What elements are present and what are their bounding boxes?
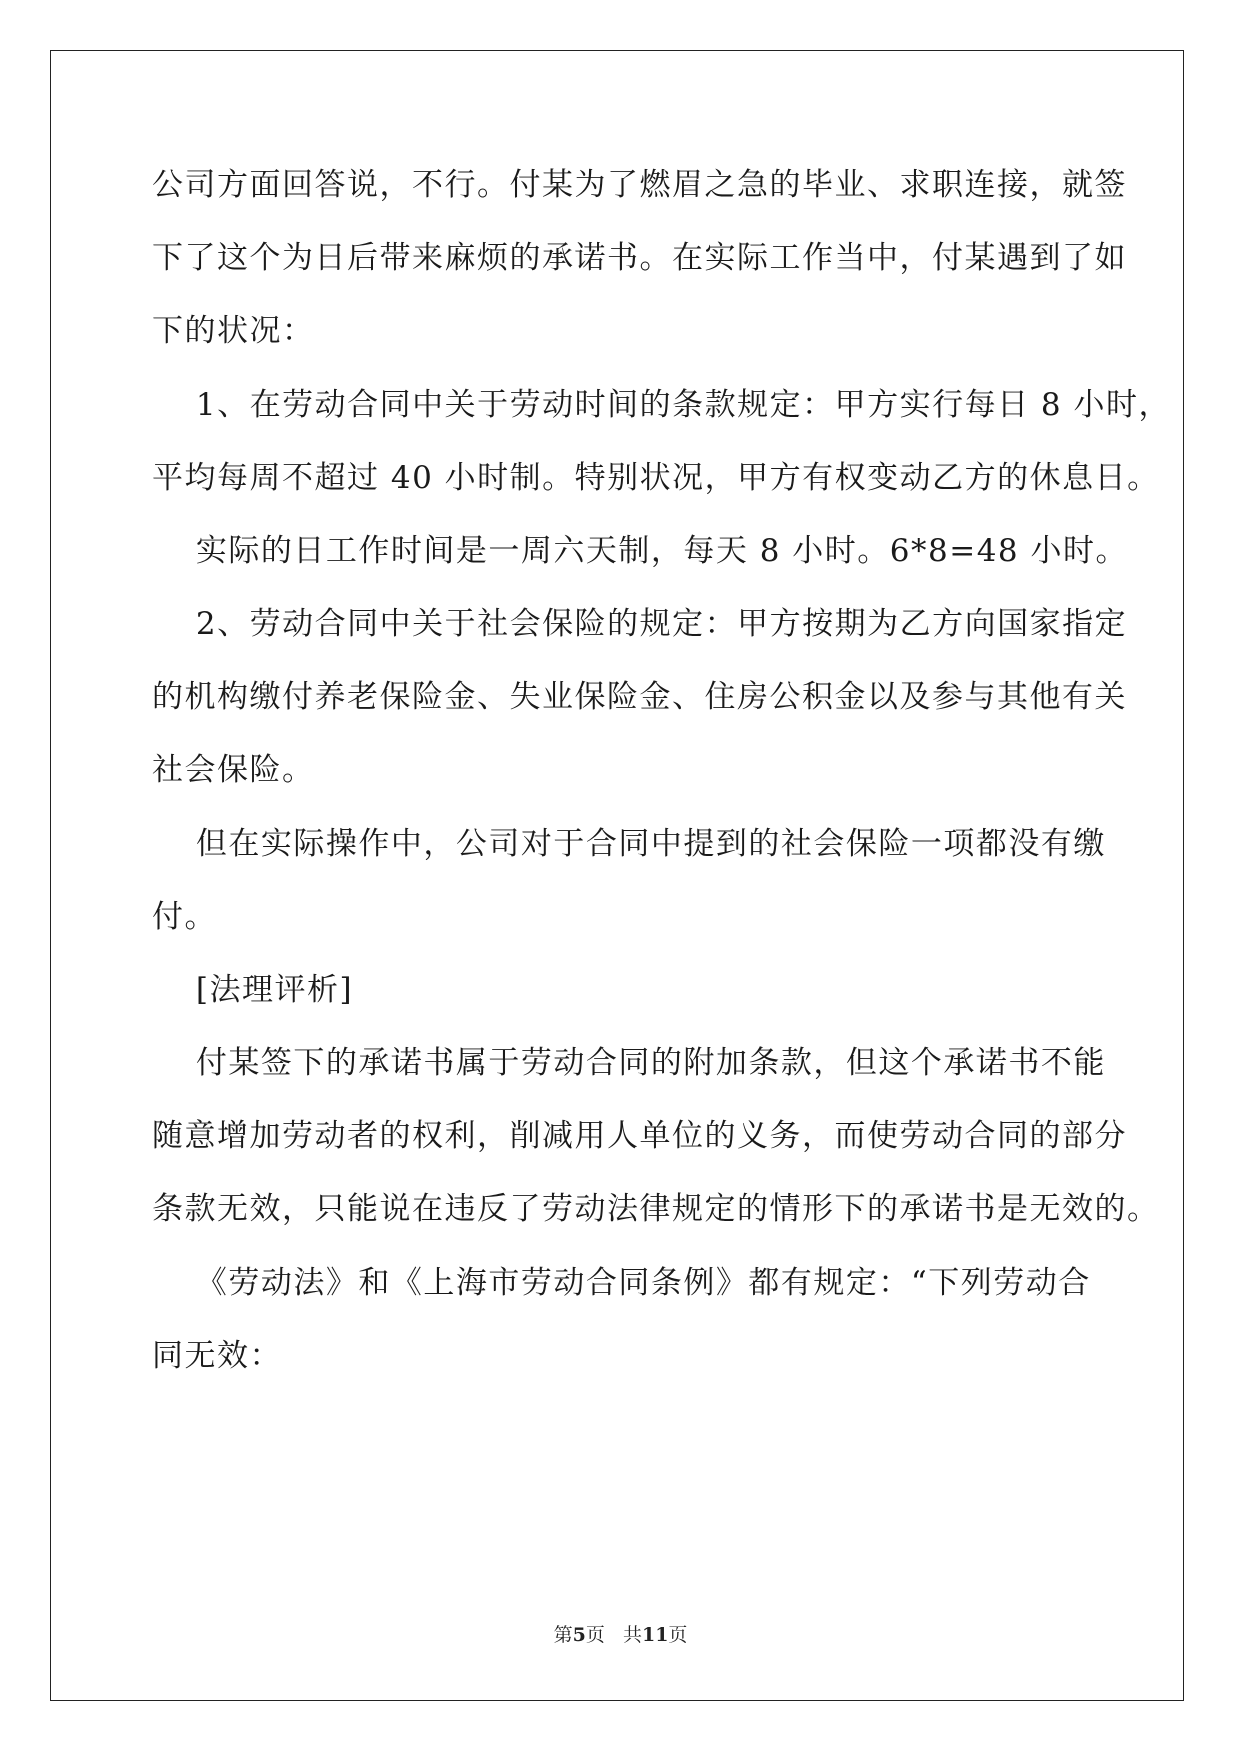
- text-line-1: 公司方面回答说，不行。付某为了燃眉之急的毕业、求职连接，就签: [152, 167, 1127, 203]
- footer-total-prefix: 共: [622, 1624, 642, 1646]
- page-border: [50, 50, 1184, 1701]
- text-line-16: 《劳动法》和《上海市劳动合同条例》都有规定：“下列劳动合: [152, 1265, 1091, 1301]
- text-line-11: 付。: [152, 899, 217, 935]
- total-pages-number: 11: [641, 1624, 669, 1646]
- text-line-7: 2、劳动合同中关于社会保险的规定：甲方按期为乙方向国家指定: [152, 606, 1128, 642]
- text-line-9: 社会保险。: [152, 752, 315, 788]
- text-line-8: 的机构缴付养老保险金、失业保险金、住房公积金以及参与其他有关: [152, 679, 1127, 715]
- text-line-10: 但在实际操作中，公司对于合同中提到的社会保险一项都没有缴: [152, 826, 1106, 862]
- text-line-17: 同无效：: [152, 1338, 282, 1374]
- text-line-6: 实际的日工作时间是一周六天制，每天 8 小时。6*8=48 小时。: [152, 533, 1129, 569]
- text-line-12: [法理评析]: [152, 972, 354, 1008]
- footer-prefix: 第: [553, 1624, 573, 1646]
- text-line-4: 1、在劳动合同中关于劳动时间的条款规定：甲方实行每日 8 小时，: [152, 387, 1172, 423]
- current-page-number: 5: [572, 1624, 586, 1646]
- text-line-13: 付某签下的承诺书属于劳动合同的附加条款，但这个承诺书不能: [152, 1045, 1106, 1081]
- page-footer: [0, 1620, 1241, 1647]
- text-line-2: 下了这个为日后带来麻烦的承诺书。在实际工作当中，付某遇到了如: [152, 240, 1127, 276]
- text-line-14: 随意增加劳动者的权利，削减用人单位的义务，而使劳动合同的部分: [152, 1118, 1127, 1154]
- text-line-3: 下的状况：: [152, 313, 315, 349]
- footer-total-suffix: 页: [668, 1624, 688, 1646]
- text-line-15: 条款无效，只能说在违反了劳动法律规定的情形下的承诺书是无效的。: [152, 1191, 1160, 1227]
- text-line-5: 平均每周不超过 40 小时制。特别状况，甲方有权变动乙方的休息日。: [152, 460, 1160, 496]
- footer-page-suffix: 页: [585, 1624, 605, 1646]
